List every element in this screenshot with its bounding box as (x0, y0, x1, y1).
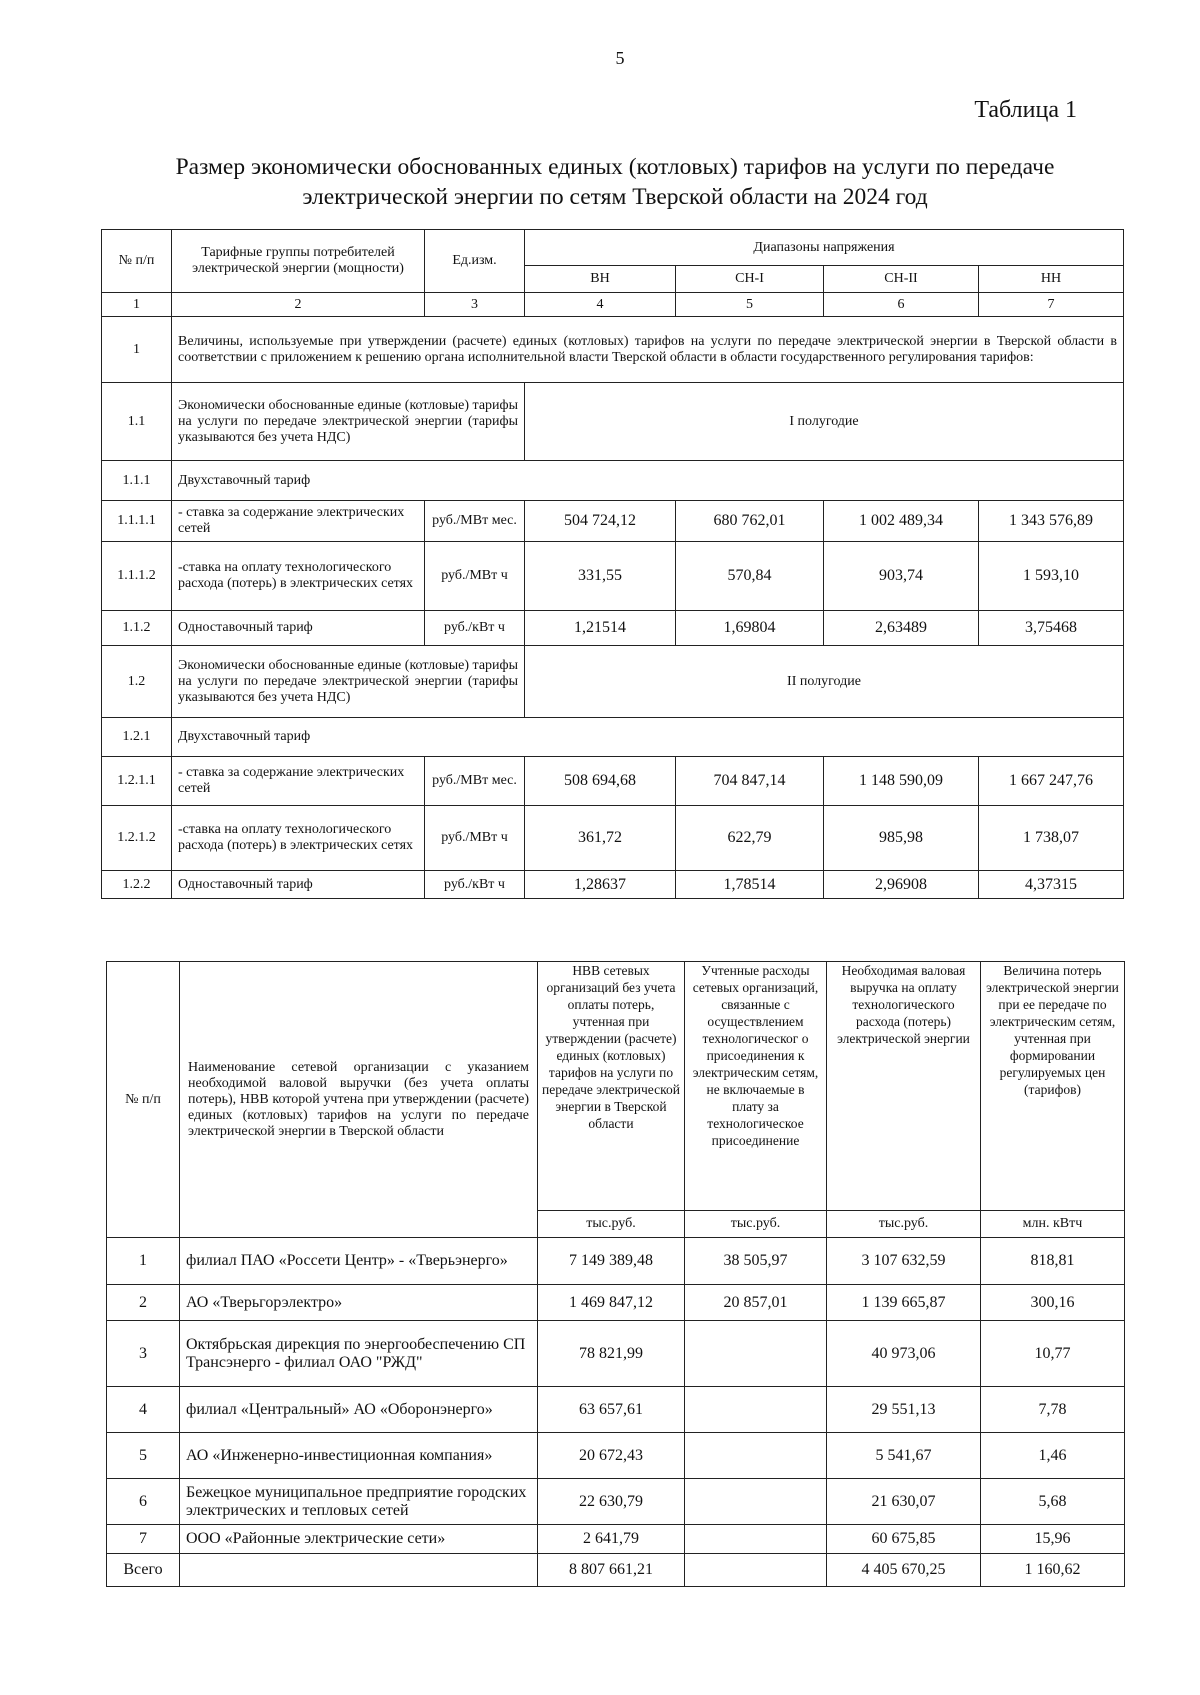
value-losses-volume: 15,96 (981, 1525, 1125, 1554)
tariff-type-label: Двухставочный тариф (172, 461, 1124, 501)
column-number: 3 (425, 293, 525, 317)
page-number: 5 (615, 48, 625, 68)
row-num: 1.1 (102, 383, 172, 461)
row-num: 2 (107, 1285, 180, 1321)
value-expenses (685, 1321, 827, 1387)
row-num: 6 (107, 1479, 180, 1525)
value-vn: 361,72 (525, 806, 676, 871)
column-number: 7 (979, 293, 1124, 317)
row-num: 1.2.1.1 (102, 757, 172, 806)
value-losses-volume: 1,46 (981, 1433, 1125, 1479)
period-row (102, 383, 1124, 461)
unit-expenses: тыс.руб. (685, 1211, 827, 1238)
row-num: 7 (107, 1525, 180, 1554)
row-label: Одноставочный тариф (172, 871, 425, 899)
organization-name: филиал ПАО «Россети Центр» - «Тверьэнерго» (180, 1238, 538, 1285)
table-row (107, 1387, 1125, 1433)
value-nvv: 78 821,99 (538, 1321, 685, 1387)
total-losses-cost: 4 405 670,25 (827, 1554, 981, 1587)
document-title-line-2: электрической энергии по сетям Тверской области на 2024 год (302, 184, 928, 210)
value-nvv: 22 630,79 (538, 1479, 685, 1525)
row-unit: руб./МВт ч (425, 542, 525, 611)
value-losses-cost: 1 139 665,87 (827, 1285, 981, 1321)
header-unit: Ед.изм. (425, 230, 525, 293)
table-row (107, 1525, 1125, 1554)
value-sn2: 2,63489 (824, 611, 979, 646)
value-losses-cost: 5 541,67 (827, 1433, 981, 1479)
organization-name: АО «Тверьгорэлектро» (180, 1285, 538, 1321)
table-row (107, 1321, 1125, 1387)
value-expenses (685, 1387, 827, 1433)
row-num: 1.1.1 (102, 461, 172, 501)
table-row (107, 1433, 1125, 1479)
value-losses-cost: 60 675,85 (827, 1525, 981, 1554)
table-row (102, 871, 1124, 899)
table-row (107, 1238, 1125, 1285)
value-nn: 1 343 576,89 (979, 501, 1124, 542)
header-group: Тарифные группы потребителей электрической энергии (мощности) (172, 230, 425, 293)
header-voltage-ranges: Диапазоны напряжения (525, 230, 1124, 266)
row-num: 1.2.1.2 (102, 806, 172, 871)
row-label: - ставка за содержание электрических сетей (172, 757, 425, 806)
tariff-type-row (102, 718, 1124, 757)
value-vn: 504 724,12 (525, 501, 676, 542)
tariff-type-label: Двухставочный тариф (172, 718, 1124, 757)
period-row (102, 646, 1124, 718)
column-number: 4 (525, 293, 676, 317)
row-num: 4 (107, 1387, 180, 1433)
row-num: 1.2.1 (102, 718, 172, 757)
unit-losses-volume: млн. кВтч (981, 1211, 1125, 1238)
row-label: Одноставочный тариф (172, 611, 425, 646)
value-nn: 1 738,07 (979, 806, 1124, 871)
column-number: 5 (676, 293, 824, 317)
value-sn1: 680 762,01 (676, 501, 824, 542)
organization-name: филиал «Центральный» АО «Оборонэнерго» (180, 1387, 538, 1433)
table-header-row (102, 230, 1124, 266)
header-nvv: НВВ сетевых организаций без учета оплаты потерь, учтенная при утверждении (расчете) единых (котловых) тарифов на услуги по передаче электрической энергии в Тверской области (538, 962, 685, 1211)
value-sn2: 903,74 (824, 542, 979, 611)
value-nvv: 7 149 389,48 (538, 1238, 685, 1285)
row-unit: руб./МВт мес. (425, 757, 525, 806)
column-number: 2 (172, 293, 425, 317)
organization-name: Бежецкое муниципальное предприятие городских электрических и тепловых сетей (180, 1479, 538, 1525)
row-num: 1.1.1.2 (102, 542, 172, 611)
section-row (102, 317, 1124, 383)
document-title-line-1: Размер экономически обоснованных единых (котловых) тарифов на услуги по передаче (175, 154, 1055, 180)
header-num: № п/п (102, 230, 172, 293)
value-nn: 3,75468 (979, 611, 1124, 646)
row-label: -ставка на оплату технологического расхода (потерь) в электрических сетях (172, 542, 425, 611)
total-name (180, 1554, 538, 1587)
value-vn: 1,21514 (525, 611, 676, 646)
value-sn1: 622,79 (676, 806, 824, 871)
table-row (102, 806, 1124, 871)
section-text: Величины, используемые при утверждении (расчете) единых (котловых) тарифов на услуги по передаче электрической энергии в Тверской области в соответствии с приложением к решению органа исполнительной власти Тверской области в области государственного регулирования тарифов: (172, 317, 1124, 383)
value-nn: 4,37315 (979, 871, 1124, 899)
header-organization-name: Наименование сетевой организации с указанием необходимой валовой выручки (без учета оплаты потерь), НВВ которой учтена при утверждении (расчете) единых (котловых) тарифов на услуги по передаче электрической энергии в Тверской области (180, 962, 538, 1238)
document-title (100, 152, 1130, 212)
table-row (102, 611, 1124, 646)
value-expenses: 38 505,97 (685, 1238, 827, 1285)
table-header-row (107, 962, 1125, 1211)
row-unit: руб./МВт ч (425, 806, 525, 871)
row-num: 1.1.1.1 (102, 501, 172, 542)
value-sn1: 704 847,14 (676, 757, 824, 806)
value-expenses: 20 857,01 (685, 1285, 827, 1321)
column-number-row (102, 293, 1124, 317)
value-sn2: 1 002 489,34 (824, 501, 979, 542)
period-description: Экономически обоснованные единые (котловые) тарифы на услуги по передаче электрической энергии (тарифы указываются без учета НДС) (172, 383, 525, 461)
value-losses-volume: 300,16 (981, 1285, 1125, 1321)
value-expenses (685, 1479, 827, 1525)
header-nn: НН (979, 266, 1124, 293)
value-nvv: 1 469 847,12 (538, 1285, 685, 1321)
header-sn2: СН-II (824, 266, 979, 293)
value-losses-cost: 40 973,06 (827, 1321, 981, 1387)
total-label: Всего (107, 1554, 180, 1587)
header-losses-volume: Величина потерь электрической энергии при ее передаче по электрическим сетям, учтенная при формировании регулируемых цен (тарифов) (981, 962, 1125, 1211)
row-label: - ставка за содержание электрических сетей (172, 501, 425, 542)
value-vn: 508 694,68 (525, 757, 676, 806)
value-losses-cost: 29 551,13 (827, 1387, 981, 1433)
network-organizations-table (106, 961, 1125, 1587)
unit-losses-cost: тыс.руб. (827, 1211, 981, 1238)
value-nn: 1 593,10 (979, 542, 1124, 611)
row-num: 1.2.2 (102, 871, 172, 899)
column-number: 6 (824, 293, 979, 317)
header-connection-expenses: Учтенные расходы сетевых организаций, связанные с осуществлением технологическог о присоединения к электрическим сетям, не включаемые в плату за технологическое присоединение (685, 962, 827, 1211)
value-losses-cost: 21 630,07 (827, 1479, 981, 1525)
value-nvv: 2 641,79 (538, 1525, 685, 1554)
row-num: 1 (107, 1238, 180, 1285)
header-sn1: СН-I (676, 266, 824, 293)
value-nvv: 63 657,61 (538, 1387, 685, 1433)
column-number: 1 (102, 293, 172, 317)
total-nvv: 8 807 661,21 (538, 1554, 685, 1587)
value-expenses (685, 1525, 827, 1554)
table-row (102, 501, 1124, 542)
value-sn2: 2,96908 (824, 871, 979, 899)
total-losses-volume: 1 160,62 (981, 1554, 1125, 1587)
value-losses-volume: 10,77 (981, 1321, 1125, 1387)
value-losses-volume: 818,81 (981, 1238, 1125, 1285)
total-row (107, 1554, 1125, 1587)
header-num: № п/п (107, 962, 180, 1238)
value-vn: 331,55 (525, 542, 676, 611)
value-sn1: 1,69804 (676, 611, 824, 646)
value-sn2: 1 148 590,09 (824, 757, 979, 806)
value-nvv: 20 672,43 (538, 1433, 685, 1479)
row-num: 3 (107, 1321, 180, 1387)
row-unit: руб./МВт мес. (425, 501, 525, 542)
total-expenses (685, 1554, 827, 1587)
value-nn: 1 667 247,76 (979, 757, 1124, 806)
value-sn2: 985,98 (824, 806, 979, 871)
value-losses-cost: 3 107 632,59 (827, 1238, 981, 1285)
row-label: -ставка на оплату технологического расхода (потерь) в электрических сетях (172, 806, 425, 871)
section-num: 1 (102, 317, 172, 383)
table-label: Таблица 1 (974, 97, 1077, 123)
table-row (102, 542, 1124, 611)
header-vn: ВН (525, 266, 676, 293)
value-losses-volume: 5,68 (981, 1479, 1125, 1525)
value-sn1: 1,78514 (676, 871, 824, 899)
header-losses-cost: Необходимая валовая выручка на оплату технологического расхода (потерь) электрической энергии (827, 962, 981, 1211)
tariff-table (101, 229, 1124, 899)
row-num: 1.1.2 (102, 611, 172, 646)
row-unit: руб./кВт ч (425, 611, 525, 646)
period-description: Экономически обоснованные единые (котловые) тарифы на услуги по передаче электрической энергии (тарифы указываются без учета НДС) (172, 646, 525, 718)
period-label: II полугодие (525, 646, 1124, 718)
organization-name: АО «Инженерно-инвестиционная компания» (180, 1433, 538, 1479)
row-num: 1.2 (102, 646, 172, 718)
table-row (107, 1479, 1125, 1525)
value-sn1: 570,84 (676, 542, 824, 611)
value-expenses (685, 1433, 827, 1479)
tariff-type-row (102, 461, 1124, 501)
row-unit: руб./кВт ч (425, 871, 525, 899)
organization-name: Октябрьская дирекция по энергообеспечению СП Трансэнерго - филиал ОАО "РЖД" (180, 1321, 538, 1387)
table-row (102, 757, 1124, 806)
unit-nvv: тыс.руб. (538, 1211, 685, 1238)
organization-name: ООО «Районные электрические сети» (180, 1525, 538, 1554)
period-label: I полугодие (525, 383, 1124, 461)
value-losses-volume: 7,78 (981, 1387, 1125, 1433)
value-vn: 1,28637 (525, 871, 676, 899)
table-row (107, 1285, 1125, 1321)
row-num: 5 (107, 1433, 180, 1479)
